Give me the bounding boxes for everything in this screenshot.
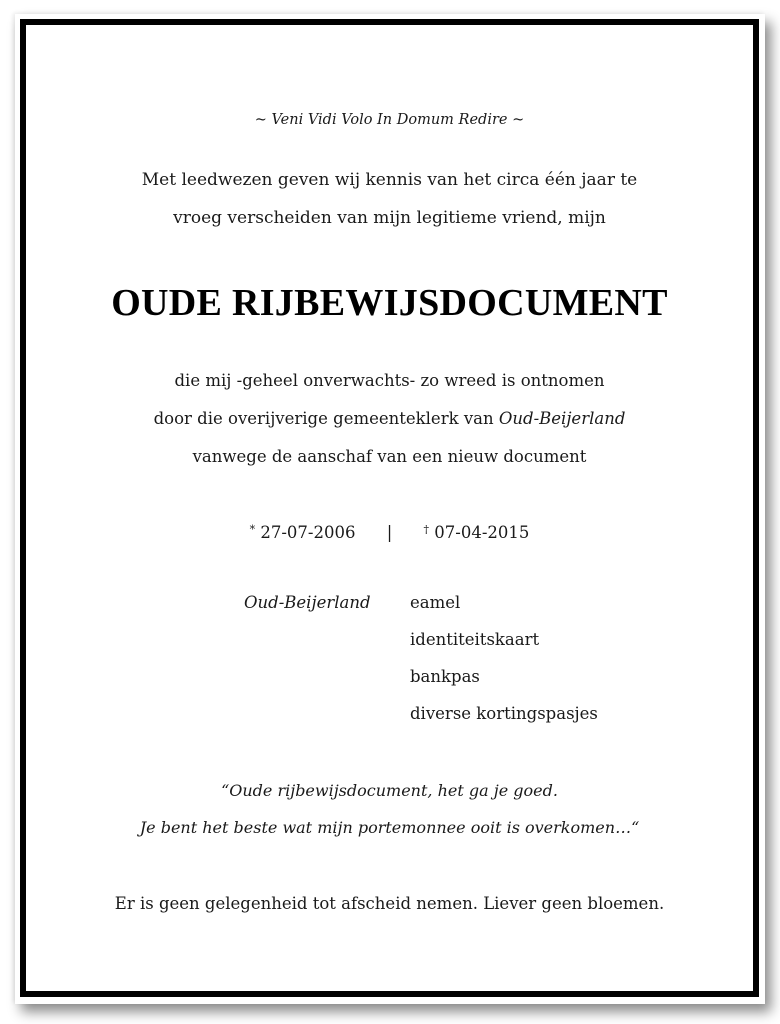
intro-line-1: Met leedwezen geven wij kennis van het circa één jaar te [141, 170, 638, 190]
obituary-card [15, 14, 765, 1004]
body-line-2-text: door die overijverige gemeenteklerk van [153, 409, 499, 428]
body-line-3: vanwege de aanschaf van een nieuw document [192, 447, 587, 466]
survivor-name: bankpas [410, 667, 480, 686]
obituary-title: OUDE RIJBEWIJSDOCUMENT [111, 282, 668, 324]
death-date: 07-04-2015 [434, 523, 530, 542]
black-border-frame [20, 19, 759, 997]
quote-line-1: “Oude rijbewijsdocument, het ga je goed. [221, 781, 558, 800]
motto: ~ Veni Vidi Volo In Domum Redire ~ [254, 112, 525, 128]
intro-line-2: vroeg verscheiden van mijn legitieme vriend, mijn [173, 208, 606, 228]
dates-line [26, 523, 753, 542]
date-separator: | [386, 523, 393, 542]
closing-line: Er is geen gelegenheid tot afscheid nemen. Liever geen bloemen. [114, 894, 665, 913]
death-cross-icon: † [423, 523, 430, 536]
quote-line-2: Je bent het beste wat mijn portemonnee ooit is overkomen…“ [139, 818, 640, 837]
survivor-name: eamel [410, 593, 461, 612]
body-line-1: die mij -geheel onverwachts- zo wreed is ontnomen [174, 371, 605, 390]
survivors-list [410, 593, 598, 741]
birth-asterisk-icon: * [249, 523, 256, 536]
birth-date: 27-07-2006 [260, 523, 356, 542]
survivor-name: identiteitskaart [410, 630, 540, 649]
body-line-2 [26, 409, 753, 428]
survivor-name: diverse kortingspasjes [410, 704, 598, 723]
survivors-place: Oud-Beijerland [244, 593, 371, 612]
place-name-inline: Oud-Beijerland [498, 409, 626, 428]
